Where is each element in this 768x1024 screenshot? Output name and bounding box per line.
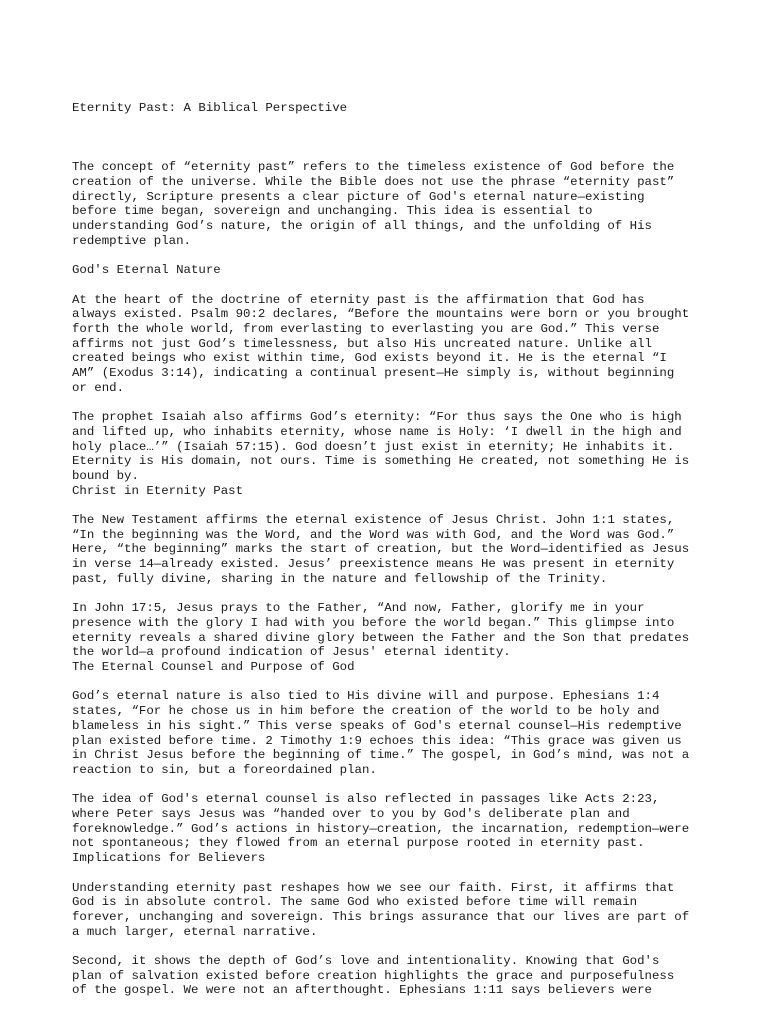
- paragraph-line: The prophet Isaiah also affirms God’s eternity: “For thus says the One who is high: [72, 410, 682, 425]
- paragraph-line: “In the beginning was the Word, and the Word was with God, and the Word was God.”: [72, 527, 675, 542]
- paragraph-line: creation of the universe. While the Bible does not use the phrase “eternity past”: [72, 174, 675, 189]
- paragraph-line: in Christ Jesus before the beginning of time.” The gospel, in God’s mind, was not a: [72, 748, 690, 763]
- heading-line: The Eternal Counsel and Purpose of God: [72, 660, 355, 675]
- paragraph-line: God is in absolute control. The same God who existed before time will remain: [72, 895, 638, 910]
- section-heading: [72, 851, 702, 866]
- paragraph: [72, 293, 702, 396]
- document-body: [72, 160, 702, 998]
- paragraph-line: bound by.: [72, 468, 139, 483]
- paragraph-line: reaction to sin, but a foreordained plan.: [72, 762, 377, 777]
- paragraph-line: The New Testament affirms the eternal existence of Jesus Christ. John 1:1 states,: [72, 513, 675, 528]
- paragraph-line: a much larger, eternal narrative.: [72, 924, 318, 939]
- paragraph-line: Understanding eternity past reshapes how we see our faith. First, it affirms that: [72, 880, 675, 895]
- paragraph-line: Eternity is His domain, not ours. Time is something He created, not something He is: [72, 454, 690, 469]
- paragraph-line: and lifted up, who inhabits eternity, whose name is Holy: ‘I dwell in the high and: [72, 424, 682, 439]
- paragraph-line: or end.: [72, 380, 125, 395]
- section-heading: [72, 660, 702, 675]
- paragraph-line: past, fully divine, sharing in the nature and fellowship of the Trinity.: [72, 571, 608, 586]
- paragraph-line: The concept of “eternity past” refers to the timeless existence of God before the: [72, 160, 675, 175]
- paragraph-line: where Peter says Jesus was “handed over to you by God's deliberate plan and: [72, 807, 630, 822]
- paragraph: [72, 792, 702, 851]
- paragraph-line: AM” (Exodus 3:14), indicating a continual present—He simply is, without beginning: [72, 366, 675, 381]
- paragraph-line: forever, unchanging and sovereign. This brings assurance that our lives are part of: [72, 909, 690, 924]
- paragraph-line: of the gospel. We were not an afterthought. Ephesians 1:11 says believers were: [72, 983, 652, 998]
- paragraph-line: foreknowledge.” God’s actions in history—creation, the incarnation, redemption—were: [72, 821, 690, 836]
- paragraph-line: At the heart of the doctrine of eternity past is the affirmation that God has: [72, 292, 645, 307]
- paragraph-line: holy place…’” (Isaiah 57:15). God doesn’t just exist in eternity; He inhabits it.: [72, 439, 675, 454]
- paragraph-line: understanding God’s nature, the origin of all things, and the unfolding of His: [72, 219, 652, 234]
- paragraph-line: Here, “the beginning” marks the start of creation, but the Word—identified as Jesus: [72, 542, 690, 557]
- paragraph-line: directly, Scripture presents a clear picture of God's eternal nature—existing: [72, 189, 645, 204]
- paragraph-line: states, “For he chose us in him before the creation of the world to be holy and: [72, 704, 660, 719]
- paragraph-line: eternity reveals a shared divine glory between the Father and the Son that predates: [72, 630, 690, 645]
- paragraph-line: The idea of God's eternal counsel is also reflected in passages like Acts 2:23,: [72, 792, 660, 807]
- paragraph-line: always existed. Psalm 90:2 declares, “Before the mountains were born or you brought: [72, 307, 690, 322]
- paragraph-line: presence with the glory I had with you before the world began.” This glimpse into: [72, 615, 675, 630]
- heading-line: Implications for Believers: [72, 851, 266, 866]
- paragraph-line: affirms not just God’s timelessness, but also His uncreated nature. Unlike all: [72, 336, 652, 351]
- paragraph-line: plan existed before time. 2 Timothy 1:9 echoes this idea: “This grace was given us: [72, 733, 682, 748]
- title-line: Eternity Past: A Biblical Perspective: [72, 101, 348, 116]
- section-heading: [72, 484, 702, 499]
- paragraph: [72, 881, 702, 940]
- paragraph: [72, 410, 702, 484]
- paragraph-line: created beings who exist within time, God exists beyond it. He is the eternal “I: [72, 351, 667, 366]
- paragraph: [72, 689, 702, 777]
- paragraph: [72, 601, 702, 660]
- document-title: [72, 72, 702, 146]
- paragraph-line: blameless in his sight.” This verse speaks of God's eternal counsel—His redemptive: [72, 718, 682, 733]
- paragraph: [72, 160, 702, 248]
- heading-line: Christ in Eternity Past: [72, 483, 244, 498]
- document-page: [72, 72, 702, 1013]
- paragraph: [72, 513, 702, 587]
- paragraph-line: not spontaneous; they flowed from an eternal purpose rooted in eternity past.: [72, 836, 645, 851]
- paragraph-line: In John 17:5, Jesus prays to the Father, “And now, Father, glorify me in your: [72, 601, 645, 616]
- paragraph-line: before time began, sovereign and unchanging. This idea is essential to: [72, 204, 593, 219]
- paragraph-line: the world—a profound indication of Jesus' eternal identity.: [72, 645, 511, 660]
- paragraph-line: Second, it shows the depth of God’s love and intentionality. Knowing that God's: [72, 954, 660, 969]
- paragraph-line: forth the whole world, from everlasting to everlasting you are God.” This verse: [72, 321, 660, 336]
- section-heading: [72, 263, 702, 278]
- paragraph-line: in verse 14—already existed. Jesus’ preexistence means He was present in eternity: [72, 557, 675, 572]
- heading-line: God's Eternal Nature: [72, 263, 221, 278]
- paragraph-line: plan of salvation existed before creation highlights the grace and purposefulness: [72, 968, 675, 983]
- paragraph-line: God’s eternal nature is also tied to His divine will and purpose. Ephesians 1:4: [72, 689, 660, 704]
- paragraph-line: redemptive plan.: [72, 233, 191, 248]
- paragraph: [72, 954, 702, 998]
